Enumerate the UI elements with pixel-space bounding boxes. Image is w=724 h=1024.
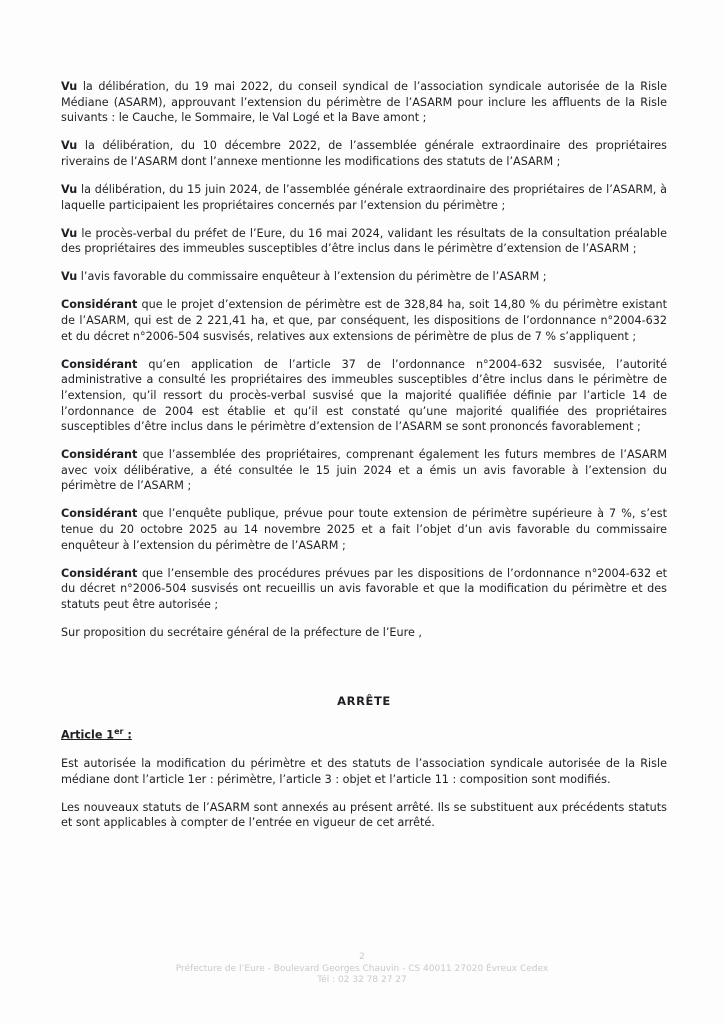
considerant-text: que l’assemblée des propriétaires, comprenant également les futurs membres de l’ASARM avec voix délibérative, a été consultée le 15 juin 2024 et a émis un avis favorable à l’extension du périmètre de l’ASARM ; <box>61 448 667 493</box>
page-number: 2 <box>359 952 365 962</box>
article-paragraph: Est autorisée la modification du périmètre et des statuts de l’association syndicale autorisée de la Risle médiane dont l’article 1er : périmètre, l’article 3 : objet et l’article 11 : composition sont modifiés. <box>61 757 667 786</box>
recital-lead: Vu <box>61 139 78 153</box>
article-heading-sup: er <box>114 726 124 736</box>
recital-text: l’avis favorable du commissaire enquêteur à l’extension du périmètre de l’ASARM ; <box>77 270 547 284</box>
recital-paragraph <box>61 79 667 126</box>
considerant-paragraph <box>61 357 667 435</box>
recital-lead: Vu <box>61 80 78 93</box>
recital-paragraph <box>61 269 667 285</box>
recital-lead: Vu <box>61 270 78 284</box>
page-footer <box>0 952 724 987</box>
recital-text: la délibération, du 19 mai 2022, du conseil syndical de l’association syndicale autorisée de la Risle Médiane (ASARM), approuvant l’extension du périmètre de l’ASARM pour inclure les affluents de la Risle suivants : le Cauche, le Sommaire, le Val Logé et la Bave amont ; <box>61 80 667 125</box>
recital-text: le procès-verbal du préfet de l’Eure, du 16 mai 2024, validant les résultats de la consultation préalable des propriétaires des immeubles susceptibles d’être inclus dans le périmètre d’extension de l’ASARM ; <box>61 226 667 256</box>
considerant-paragraph <box>61 506 667 553</box>
recital-paragraph <box>61 226 667 257</box>
decree-title: ARRÊTE <box>337 694 391 709</box>
considerant-paragraph <box>61 297 667 344</box>
considerant-text: que l’enquête publique, prévue pour toute extension de périmètre supérieure à 7 %, s’est tenue du 20 octobre 2025 au 14 novembre 2025 et a fait l’objet d’un avis favorable du commissaire enquêteur à l’extension du périmètre de l’ASARM ; <box>61 507 667 552</box>
considerant-text: que le projet d’extension de périmètre est de 328,84 ha, soit 14,80 % du périmètre existant de l’ASARM, qui est de 2 221,41 ha, et que, par conséquent, les dispositions de l’ordonnance n°2004-632 et du décret n°2006-504 susvisés, relatives aux extensions de périmètre de plus de 7 % s’appliquent ; <box>61 298 667 343</box>
considerant-lead: Considérant <box>61 448 138 462</box>
considerant-lead: Considérant <box>61 507 138 521</box>
article-heading-suffix: : <box>123 728 132 742</box>
considerant-lead: Considérant <box>61 298 138 312</box>
recital-lead: Vu <box>61 226 78 240</box>
recital-lead: Vu <box>61 182 78 196</box>
document-body <box>61 79 667 843</box>
considerant-paragraph <box>61 447 667 494</box>
footer-address: Préfecture de l’Eure - Boulevard Georges Chauvin - CS 40011 27020 Évreux Cedex <box>175 963 549 974</box>
footer-phone: Tél : 02 32 78 27 27 <box>317 975 407 985</box>
recital-text: la délibération, du 10 décembre 2022, de l’assemblée générale extraordinaire des propriétaires riverains de l’ASARM dont l’annexe mentionne les modifications des statuts de l’ASARM ; <box>61 139 667 168</box>
considerant-lead: Considérant <box>61 566 138 580</box>
recital-paragraph <box>61 182 667 213</box>
proposal-line: Sur proposition du secrétaire général de la préfecture de l’Eure , <box>61 626 422 640</box>
article-paragraph: Les nouveaux statuts de l’ASARM sont annexés au présent arrêté. Ils se substituent aux précédents statuts et sont applicables à compter de l’entrée en vigueur de cet arrêté. <box>61 800 667 830</box>
considerant-paragraph <box>61 566 667 613</box>
considerant-text: qu’en application de l’article 37 de l’ordonnance n°2004-632 susvisée, l’autorité administrative a consulté les propriétaires des immeubles susceptibles d’être inclus dans le périmètre de l’extension, qu’il ressort du procès-verbal susvisé que la majorité qualifiée définie par l’article 14 de l’ordonnance de 2004 est établie et qu’il est constaté qu’une majorité qualifiée des propriétaires susceptibles d’être inclus dans le périmètre d’extension de l’ASARM se sont prononcés favorablement ; <box>61 357 667 434</box>
recital-paragraph <box>61 138 667 169</box>
article-heading <box>61 724 667 743</box>
considerant-text: que l’ensemble des procédures prévues par les dispositions de l’ordonnance n°2004-632 et du décret n°2006-504 susvisés ont recueillis un avis favorable et que la modification du périmètre et des statuts peut être autorisée ; <box>61 566 667 611</box>
recital-text: la délibération, du 15 juin 2024, de l’assemblée générale extraordinaire des propriétaires de l’ASARM, à laquelle participaient les propriétaires concernés par l’extension du périmètre ; <box>61 182 667 212</box>
considerant-lead: Considérant <box>61 357 138 371</box>
article-heading-text: Article 1 <box>61 728 115 742</box>
